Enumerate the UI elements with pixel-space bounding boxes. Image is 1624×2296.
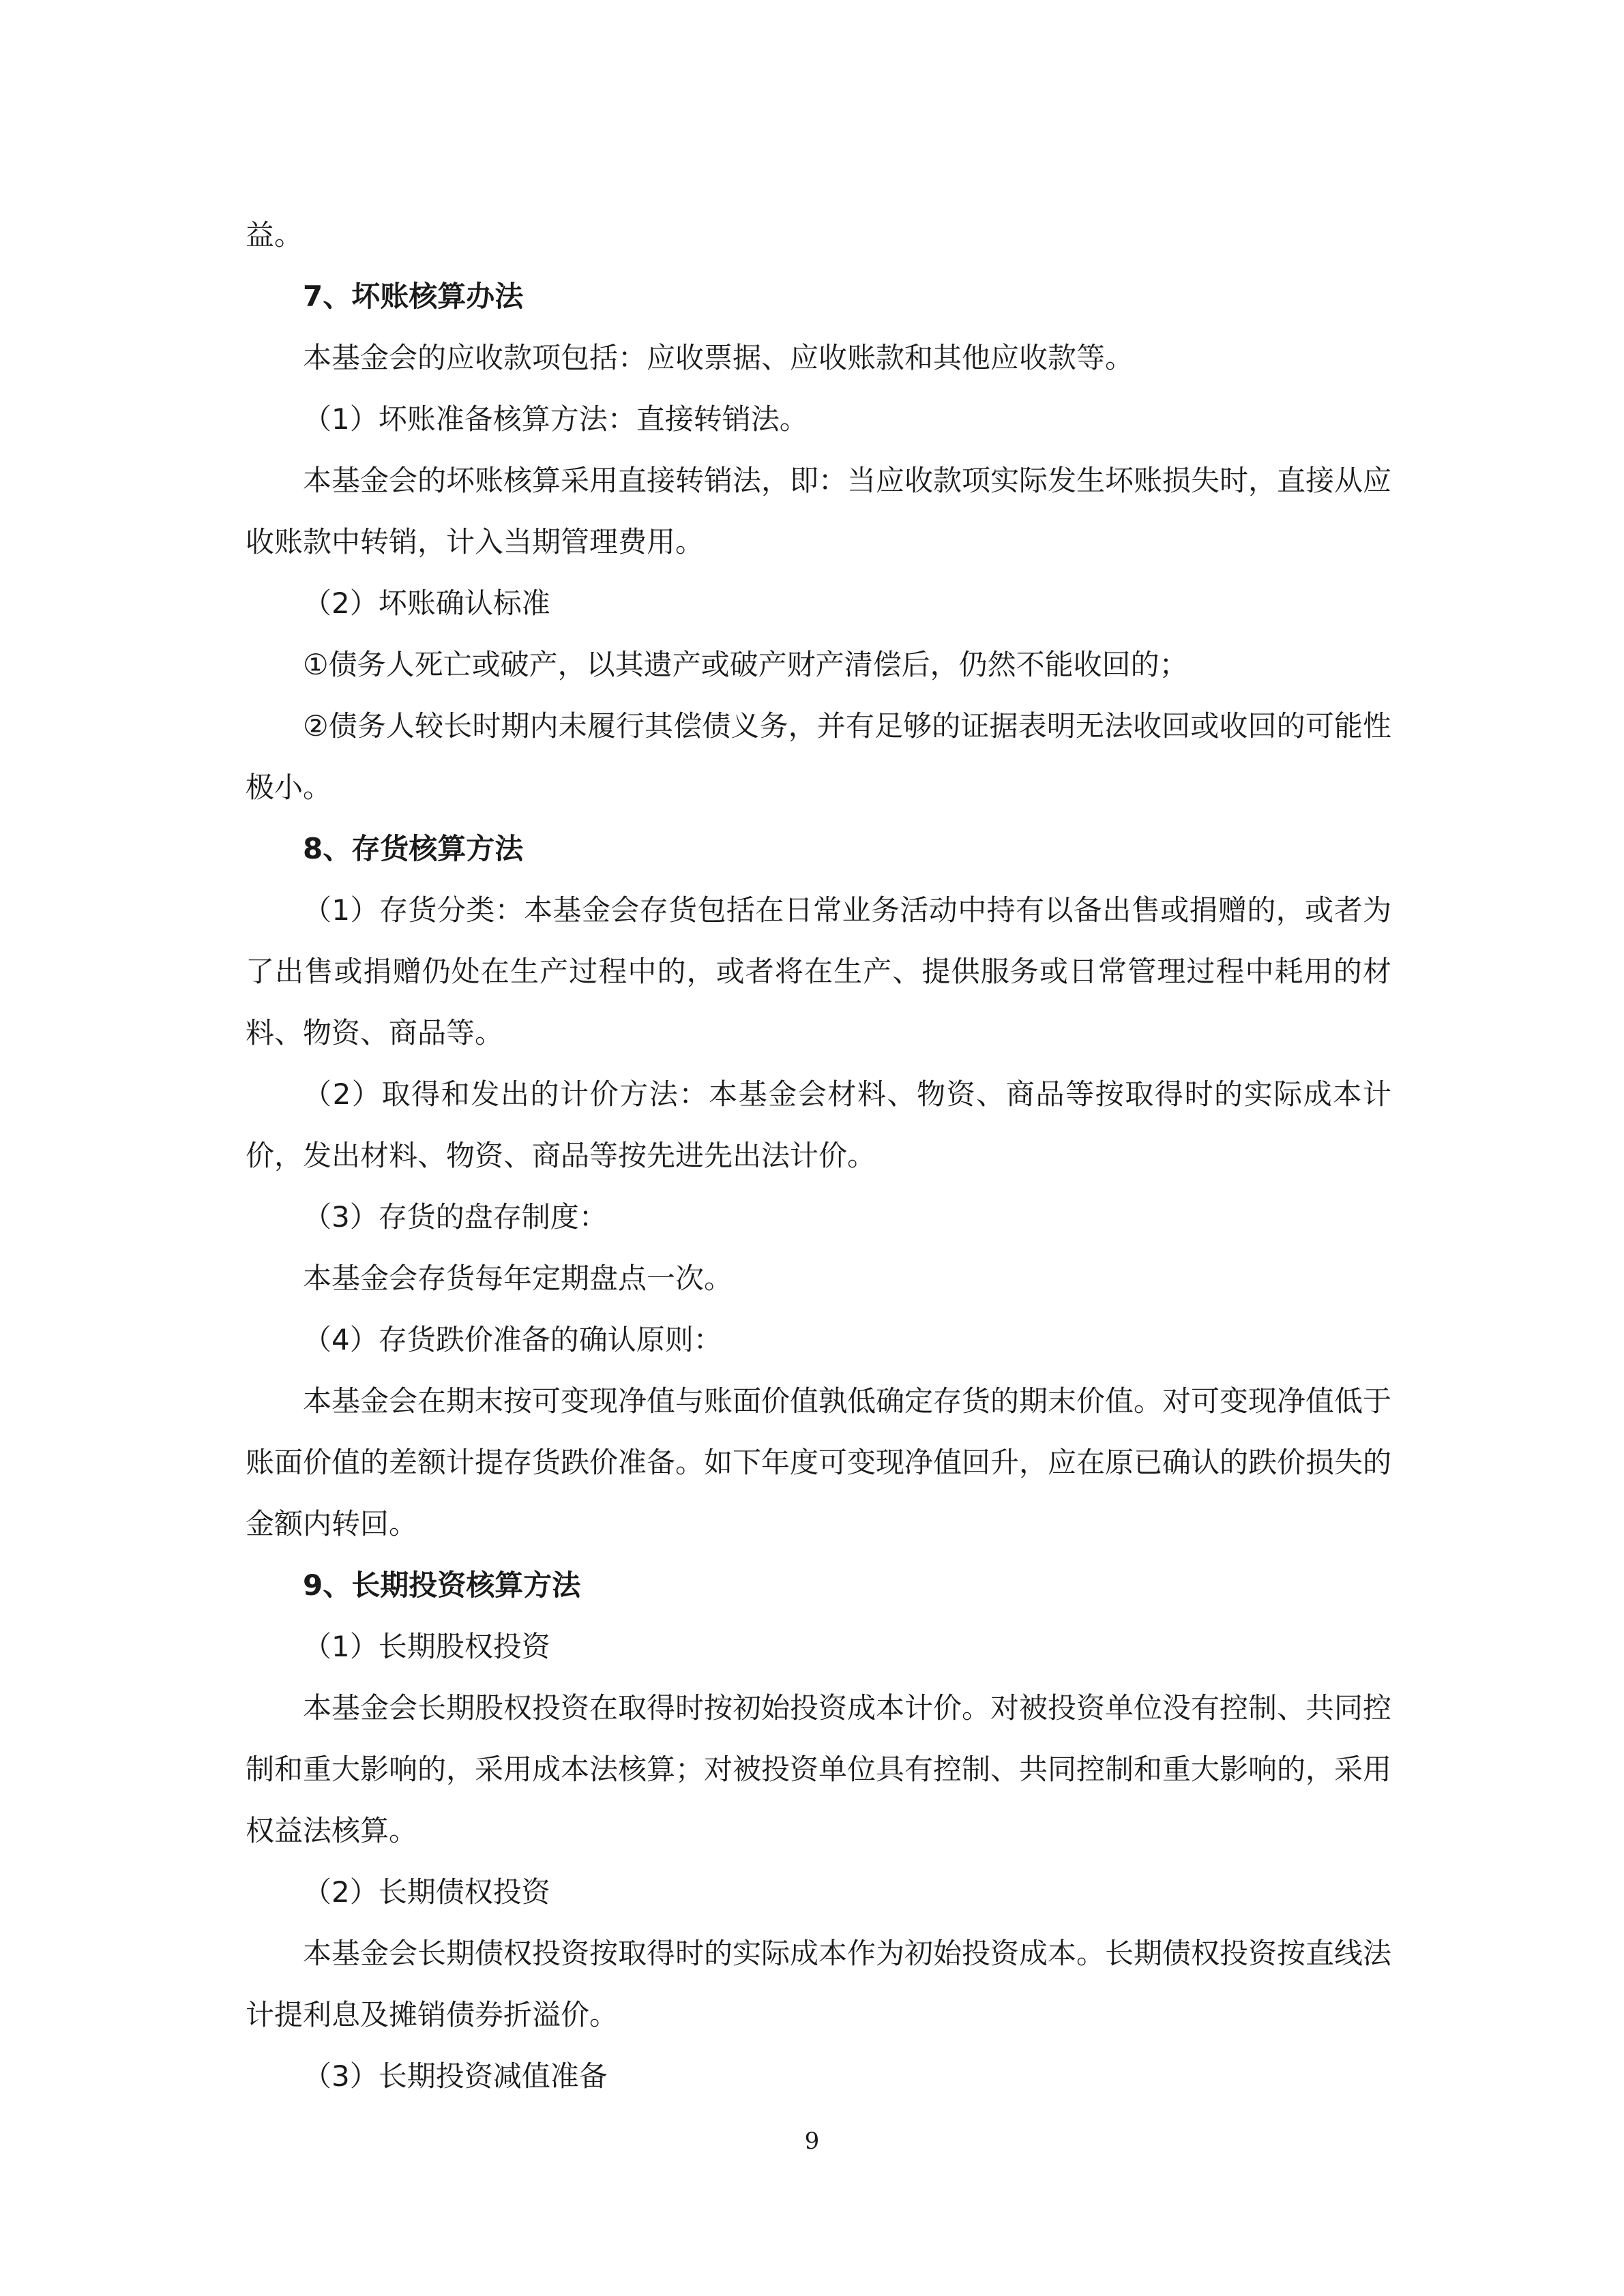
paragraph: 本基金会的坏账核算采用直接转销法，即：当应收款项实际发生坏账损失时，直接从应收账款中转销，计入当期管理费用。 xyxy=(246,464,1392,558)
paragraph: 本基金会存货每年定期盘点一次。 xyxy=(303,1262,733,1295)
page-number: 9 xyxy=(804,2128,820,2155)
paragraph: （2）坏账确认标准 xyxy=(303,586,550,620)
paragraph: ②债务人较长时期内未履行其偿债义务，并有足够的证据表明无法收回或收回的可能性极小。 xyxy=(246,709,1391,804)
section-heading-bad-debt: 7、坏账核算办法 xyxy=(303,280,524,313)
paragraph: （1）坏账准备核算方法：直接转销法。 xyxy=(303,402,808,436)
paragraph: （1）存货分类：本基金会存货包括在日常业务活动中持有以备出售或捐赠的，或者为了出售或捐赠仍处在生产过程中的，或者将在生产、提供服务或日常管理过程中耗用的材料、物资、商品等。 xyxy=(246,893,1391,1049)
section-heading-inventory: 8、存货核算方法 xyxy=(303,832,524,865)
paragraph: 本基金会长期股权投资在取得时按初始投资成本计价。对被投资单位没有控制、共同控制和重大影响的，采用成本法核算；对被投资单位具有控制、共同控制和重大影响的，采用权益法核算。 xyxy=(246,1691,1392,1847)
paragraph: （4）存货跌价准备的确认原则： xyxy=(303,1323,722,1356)
paragraph: （2）长期债权投资 xyxy=(303,1875,550,1909)
paragraph: ①债务人死亡或破产，以其遗产或破产财产清偿后，仍然不能收回的； xyxy=(303,648,1188,681)
paragraph: 本基金会在期末按可变现净值与账面价值孰低确定存货的期末价值。对可变现净值低于账面价值的差额计提存货跌价准备。如下年度可变现净值回升，应在原已确认的跌价损失的金额内转回。 xyxy=(246,1384,1392,1540)
paragraph: 本基金会长期债权投资按取得时的实际成本作为初始投资成本。长期债权投资按直线法计提利息及摊销债券折溢价。 xyxy=(246,1937,1392,2031)
page-body xyxy=(246,205,1391,2107)
paragraph: （2）取得和发出的计价方法：本基金会材料、物资、商品等按取得时的实际成本计价，发出材料、物资、商品等按先进先出法计价。 xyxy=(246,1077,1391,1172)
paragraph: （3）长期投资减值准备 xyxy=(303,2059,608,2093)
paragraph: （3）存货的盘存制度： xyxy=(303,1200,608,1234)
section-heading-long-term-investment: 9、长期投资核算方法 xyxy=(303,1568,581,1602)
paragraph: （1）长期股权投资 xyxy=(303,1630,550,1663)
paragraph-continuation: 益。 xyxy=(246,218,304,252)
paragraph: 本基金会的应收款项包括：应收票据、应收账款和其他应收款等。 xyxy=(303,341,1134,374)
